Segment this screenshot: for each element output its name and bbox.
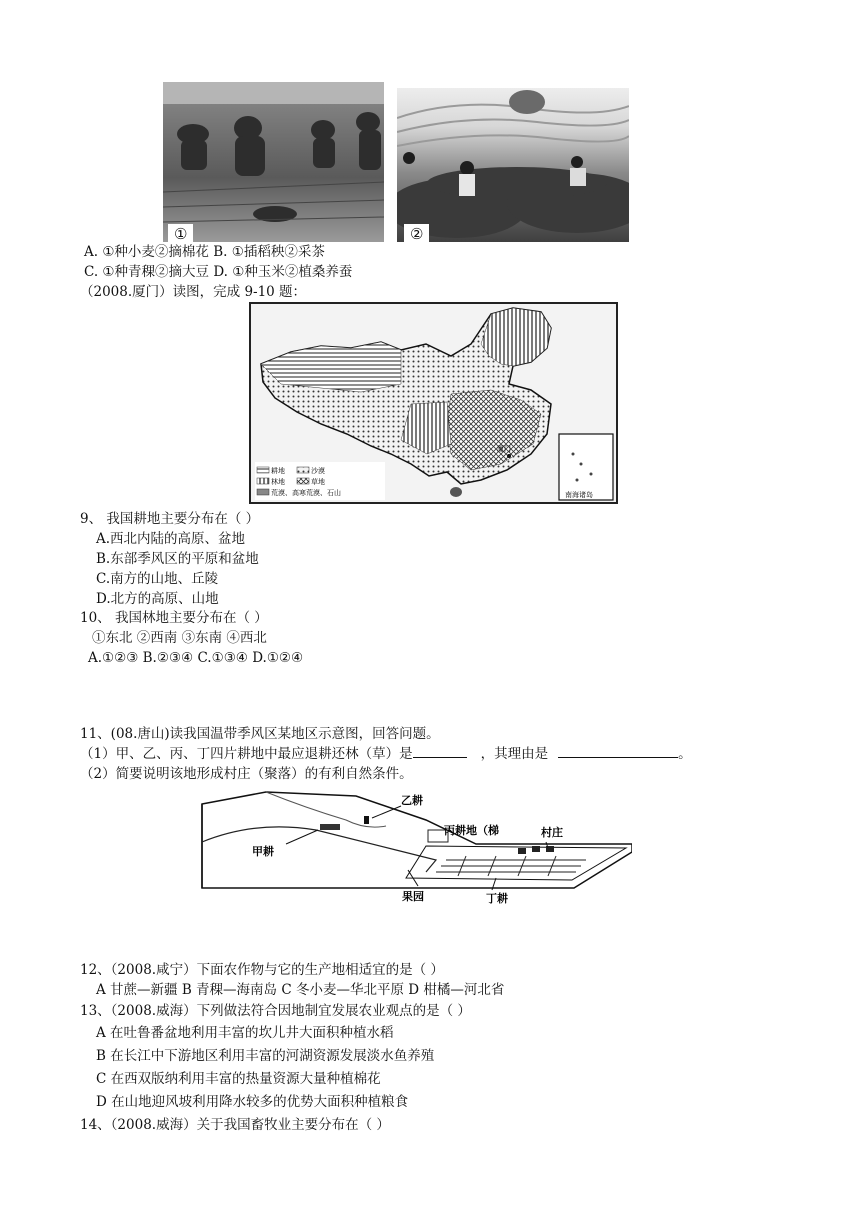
label-yi: 乙耕: [401, 795, 423, 807]
q9-option-d: D.北方的高原、山地: [96, 591, 219, 607]
label-orchard: 果园: [402, 891, 424, 903]
label-jia: 甲耕: [252, 846, 274, 858]
photo-tea-picking: [397, 88, 629, 242]
q9-stem: 9、 我国耕地主要分布在（ ）: [80, 511, 260, 527]
q11-reason-label: ，其理由是: [480, 746, 549, 762]
q11-stem: 11、(08.唐山)读我国温带季风区某地区示意图，回答问题。: [80, 726, 440, 742]
q9-option-a: A.西北内陆的高原、盆地: [96, 531, 246, 547]
figure-label-1: ①: [168, 224, 193, 244]
q12-options: A 甘蔗—新疆 B 青稞—海南岛 C 冬小麦—华北平原 D 柑橘—河北省: [96, 982, 505, 998]
q11-part2: （2）简要说明该地形成村庄（聚落）的有利自然条件。: [80, 766, 413, 782]
q13-stem: 13、（2008.威海）下列做法符合因地制宜发展农业观点的是（ ）: [80, 1003, 471, 1019]
map-legend-2: 沙漠: [311, 468, 325, 475]
q13-option-b: B 在长江中下游地区利用丰富的河湖资源发展淡水鱼养殖: [96, 1048, 435, 1064]
china-land-use-map: [249, 302, 618, 504]
map-inset-label: 南海诸岛: [565, 492, 593, 499]
map-legend-5: 荒漠、高寒荒漠、石山: [271, 490, 341, 497]
terrain-diagram: [196, 790, 632, 910]
q9-option-c: C.南方的山地、丘陵: [96, 571, 219, 587]
figure-label-2: ②: [404, 224, 429, 244]
q13-option-c: C 在西双版纳利用丰富的热量资源大量种植棉花: [96, 1071, 381, 1087]
q8-options-line1: A. ①种小麦②摘棉花 B. ①插稻秧②采茶: [84, 244, 325, 260]
q14-stem: 14、（2008.威海）关于我国畜牧业主要分布在（ ）: [80, 1117, 390, 1133]
photo-rice-planting: [163, 82, 384, 242]
map-city-label: 厦门: [497, 446, 511, 453]
q12-stem: 12、（2008.咸宁）下面农作物与它的生产地相适宜的是（ ）: [80, 962, 444, 978]
q13-option-d: D 在山地迎风坡利用降水较多的优势大面积种植粮食: [96, 1094, 409, 1110]
q11-part1-text: （1）甲、乙、丙、丁四片耕地中最应退耕还林（草）是: [80, 746, 413, 762]
label-village: 村庄: [541, 827, 563, 839]
label-ding: 丁耕: [486, 893, 508, 905]
label-bing: 丙耕地（梯: [444, 825, 499, 837]
q11-period: 。: [678, 746, 692, 762]
q10-choices: ①东北 ②西南 ③东南 ④西北: [92, 630, 267, 646]
map-legend-1: 耕地: [271, 468, 285, 475]
q9-10-intro: （2008.厦门）读图，完成 9-10 题：: [80, 284, 307, 300]
map-legend-3: 林地: [271, 479, 285, 486]
q11-answer-blank-1[interactable]: [413, 757, 467, 758]
q10-stem: 10、 我国林地主要分布在（ ）: [80, 610, 268, 626]
map-legend-4: 草地: [311, 479, 325, 486]
q9-option-b: B.东部季风区的平原和盆地: [96, 551, 259, 567]
q11-part1: [80, 745, 692, 763]
q13-option-a: A 在吐鲁番盆地利用丰富的坎儿井大面积种植水稻: [96, 1025, 394, 1041]
q8-options-line2: C. ①种青稞②摘大豆 D. ①种玉米②植桑养蚕: [84, 264, 353, 280]
q10-options: A.①②③ B.②③④ C.①③④ D.①②④: [88, 650, 304, 666]
q11-answer-blank-2[interactable]: [558, 757, 678, 758]
